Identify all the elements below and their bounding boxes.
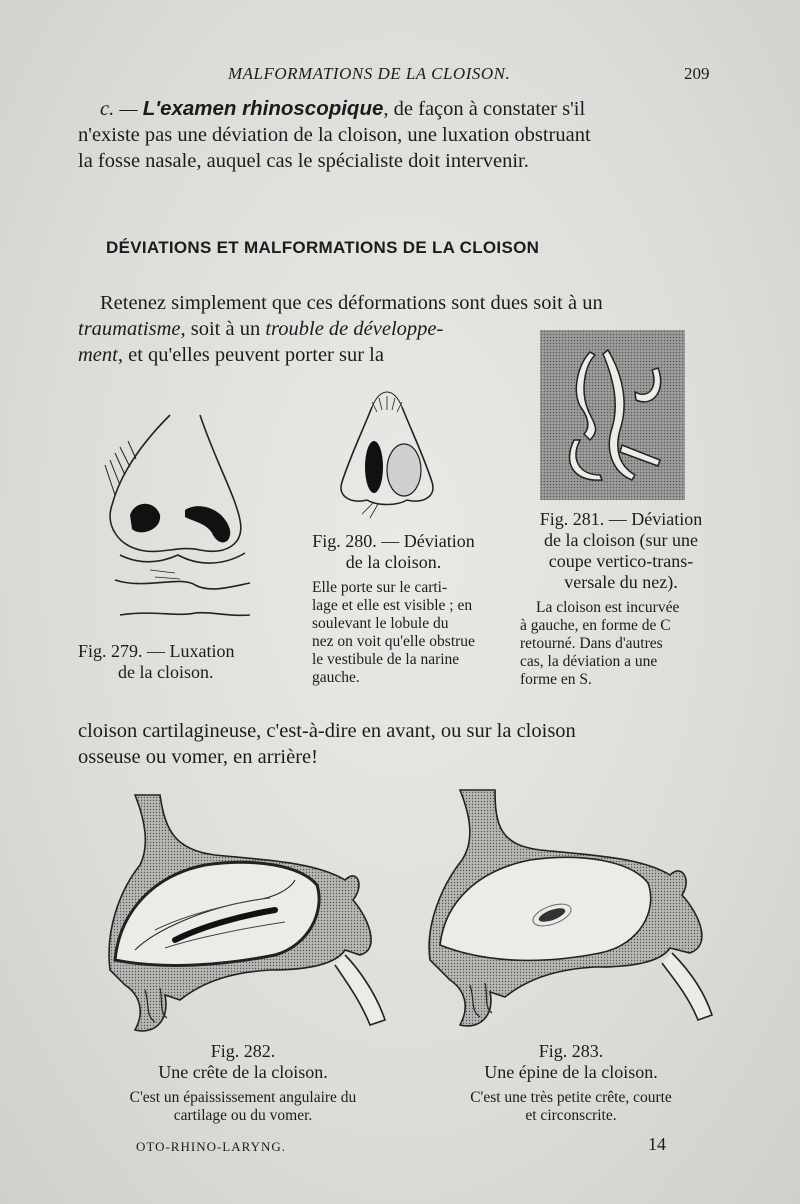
page-number: 209 [684,64,710,83]
fig-280-caption-line-1: Fig. 280. — Déviation [312,531,475,551]
intro-line-1 [78,96,724,122]
fig-280-desc-line: lage et elle est visible ; en [312,597,473,614]
fig-281-illustration [540,330,685,500]
fig-280-caption [287,531,500,687]
fig-283-desc-line: et circonscrite. [525,1107,617,1124]
fig-283-caption-line-2: Une épine de la cloison. [484,1062,658,1082]
intro-line-1-rest: , de façon à constater s'il [383,98,586,120]
body1-italic-1: traumatisme [78,318,181,340]
fig-279-caption-line-1: Fig. 279. — Luxation [78,641,235,661]
body-paragraph-2 [78,718,724,770]
fig-283-illustration [420,785,715,1035]
fig-281-desc-line: à gauche, en forme de C [520,617,671,634]
body1-italic-2: trouble de développe- [265,318,444,340]
fig-282-caption [78,1041,408,1125]
fig-279-illustration [100,405,260,635]
fig-282-desc-line: cartilage ou du vomer. [173,1107,313,1124]
fig-281-caption-line-3: coupe vertico-trans- [548,551,694,571]
fig-283-caption-line-1: Fig. 283. [538,1041,604,1061]
fig-281-desc-line: La cloison est incurvée [536,599,680,616]
fig-283-desc-line: C'est une très petite crête, courte [470,1089,672,1106]
fig-280-desc-line: gauche. [312,669,360,686]
section-heading: DÉVIATIONS ET MALFORMATIONS DE LA CLOISON [106,238,540,257]
fig-281-caption-line-2: de la cloison (sur une [544,530,698,550]
fig-282-illustration [95,790,390,1040]
fig-281-caption-line-4: versale du nez). [564,572,678,592]
body2-line-1: cloison cartilagineuse, c'est-à-dire en avant, ou sur la cloison [78,720,576,742]
fig-281-desc-line: retourné. Dans d'autres [520,635,663,652]
body1-italic-3: ment [78,344,118,366]
fig-280-desc-line: nez on voit qu'elle obstrue [312,633,475,650]
body1-mid: , soit à un [180,318,266,340]
body1-line-3-rest: , et qu'elles peuvent porter sur la [117,344,384,366]
fig-281-desc-line: forme en S. [520,671,592,688]
fig-281-description [516,599,726,689]
fig-283-caption [420,1041,722,1125]
fig-282-description [78,1089,408,1125]
fig-280-caption-line-2: de la cloison. [345,552,442,572]
body2-line-2: osseuse ou vomer, en arrière! [78,746,318,768]
fig-279-caption-line-2: de la cloison. [118,662,214,682]
fig-282-caption-line-1: Fig. 282. [210,1041,276,1061]
fig-280-desc-line: le vestibule de la narine [312,651,460,668]
footer-signature: OTO-RHINO-LARYNG. [136,1139,287,1154]
body1-line-1: Retenez simplement que ces déformations sont dues soit à un [100,292,603,314]
fig-281-desc-line: cas, la déviation a une [520,653,658,670]
fig-280-illustration [332,382,442,522]
intro-line-2: n'existe pas une déviation de la cloison, une luxation obstruant [78,124,591,146]
fig-279-caption [78,641,274,683]
intro-bold-term: L'examen rhinoscopique [142,97,384,120]
fig-281-caption-line-1: Fig. 281. — Déviation [539,509,703,529]
running-head: MALFORMATIONS DE LA CLOISON. [228,64,511,83]
footer-sheet-number: 14 [648,1134,666,1154]
intro-line-3: la fosse nasale, auquel cas le spécialiste doit intervenir. [78,150,529,172]
fig-280-desc-line: soulevant le lobule du [312,615,449,632]
fig-280-desc-line: Elle porte sur le carti- [312,579,448,596]
intro-marker: c. — [100,98,138,120]
fig-282-desc-line: C'est un épaississement angulaire du [129,1089,357,1106]
fig-283-description [420,1089,722,1125]
fig-282-caption-line-2: Une crête de la cloison. [158,1062,328,1082]
fig-281-caption [516,509,726,689]
fig-280-description [287,579,500,687]
intro-paragraph [78,96,724,174]
